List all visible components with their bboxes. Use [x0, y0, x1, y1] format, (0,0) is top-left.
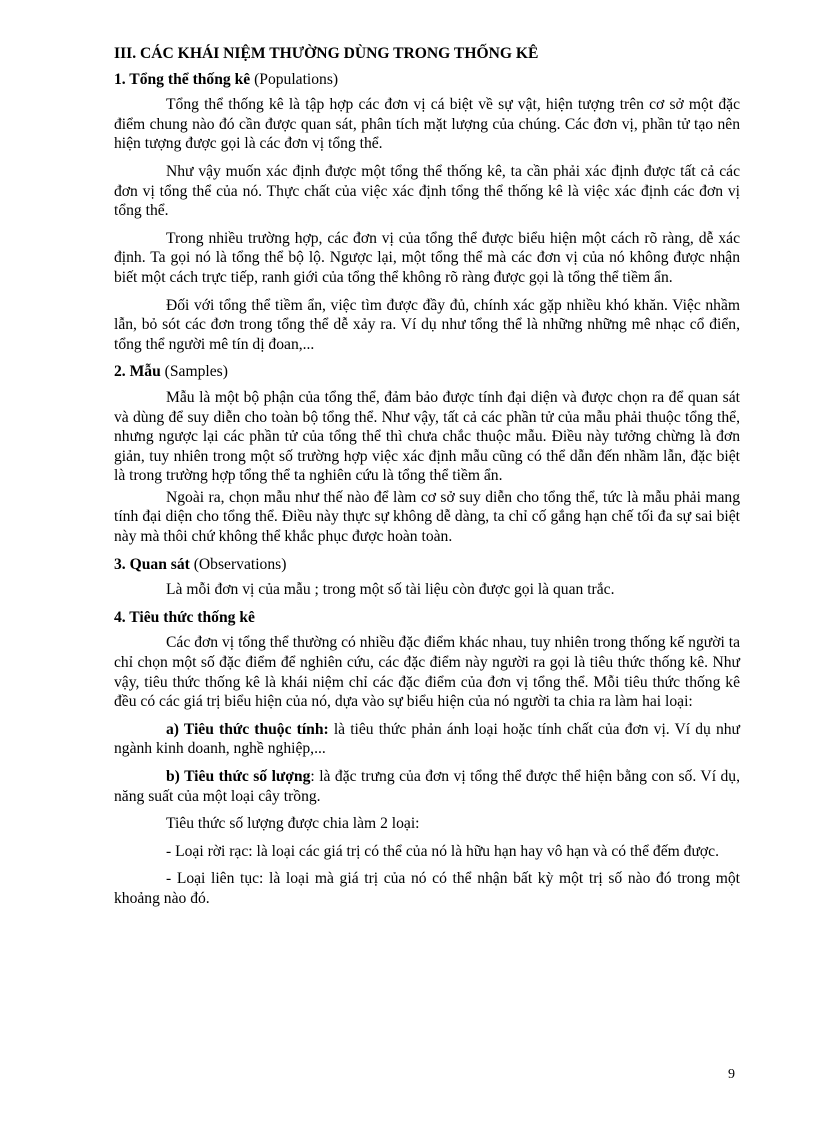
heading-samples-bold: 2. Mẫu [114, 363, 161, 381]
heading-statistical-criteria-bold: 4. Tiêu thức thống kê [114, 608, 255, 626]
heading-observations-bold: 3. Quan sát [114, 555, 190, 573]
heading-observations-rest: (Observations) [189, 555, 287, 573]
paragraph-attribute-criteria [114, 720, 740, 759]
section-title: III. CÁC KHÁI NIỆM THƯỜNG DÙNG TRONG THỐNG KÊ [114, 45, 539, 62]
heading-samples-rest: (Samples) [160, 363, 228, 381]
paragraph: Trong nhiều trường hợp, các đơn vị của tổng thể được biểu hiện một cách rõ ràng, dễ xác định. Ta gọi nó là tổng thể bộ lộ. Ngược lại, một tổng thể mà các đơn vị của nó không được nhận biết một cách trực tiếp, ranh giới của tổng thể không rõ ràng được gọi là tổng thể tiềm ẩn. [114, 229, 740, 286]
paragraph: Mẫu là một bộ phận của tổng thể, đảm bảo được tính đại diện và được chọn ra để quan sát và dùng để suy diễn cho toàn bộ tổng thể. Như vậy, tất cả các phần tử của mẫu phải thuộc tổng thể, nhưng ngược lại các phần tử của tổng thể thì chưa chắc thuộc mẫu. Điều này tưởng chừng là đơn giản, tuy nhiên trong một số trường hợp việc xác định mẫu cũng có thể dẫn đến nhầm lẫn, đặc biệt là trong trường hợp tổng thể ta nghiên cứu là tổng thể tiềm ẩn. [114, 388, 740, 485]
paragraph: Đối với tổng thể tiềm ẩn, việc tìm được đầy đủ, chính xác gặp nhiều khó khăn. Việc nhầm lẫn, bỏ sót các đơn trong tổng thể dễ xảy ra. Ví dụ như tổng thể là những những mê nhạc cổ điển, tổng thể người mê tín dị đoan,... [114, 296, 740, 353]
paragraph: - Loại liên tục: là loại mà giá trị của nó có thể nhận bất kỳ một trị số nào đó trong một khoảng nào đó. [114, 870, 740, 907]
document-page [114, 44, 740, 917]
heading-populations [114, 70, 740, 90]
heading-observations [114, 555, 740, 575]
heading-samples [114, 362, 740, 382]
paragraph: Tiêu thức số lượng được chia làm 2 loại: [166, 815, 420, 833]
attribute-criteria-label: a) Tiêu thức thuộc tính: [166, 720, 329, 738]
paragraph: Là mỗi đơn vị của mẫu ; trong một số tài liệu còn được gọi là quan trắc. [166, 581, 615, 599]
paragraph: Ngoài ra, chọn mẫu như thế nào để làm cơ sở suy diễn cho tổng thể, tức là mẫu phải mang tính đại diện cho tổng thể. Điều này thực sự không dễ dàng, ta chỉ cố gắng hạn chế tối đa sự sai biệt này mà thôi chứ không thể khắc phục được hoàn toàn. [114, 488, 740, 546]
heading-populations-rest: (Populations) [250, 70, 339, 88]
quantity-criteria-text: : là đặc trưng của đơn vị tổng thể được thể hiện bằng con số. Ví dụ, năng suất của một loại cây trồng. [114, 768, 740, 805]
paragraph: Tổng thể thống kê là tập hợp các đơn vị cá biệt về sự vật, hiện tượng trên cơ sở một đặc điểm chung nào đó cần được quan sát, phân tích mặt lượng của chúng. Các đơn vị, phần tử tạo nên hiện tượng được gọi là các đơn vị tổng thể. [114, 96, 740, 153]
attribute-criteria-text: là tiêu thức phản ánh loại hoặc tính chất của đơn vị. Ví dụ như ngành kinh doanh, nghề nghiệp,... [114, 720, 740, 758]
heading-statistical-criteria [114, 608, 740, 628]
quantity-criteria-label: b) Tiêu thức số lượng [166, 768, 311, 785]
heading-populations-bold: 1. Tổng thể thống kê [114, 70, 251, 88]
paragraph: - Loại rời rạc: là loại các giá trị có thể của nó là hữu hạn hay vô hạn và có thể đếm được. [166, 842, 719, 860]
paragraph: Các đơn vị tổng thể thường có nhiều đặc điểm khác nhau, tuy nhiên trong thống kế người ta chỉ chọn một số đặc điểm để nghiên cứu, các đặc điểm này người ra gọi là tiêu thức thống kê. Như vậy, tiêu thức thống kê là khái niệm chỉ các đặc điểm của đơn vị tổng thể. Mỗi tiêu thức thống kê đều có các giá trị biểu hiện của nó, dựa vào sự biểu hiện của nó người ta chia ra làm hai loại: [114, 634, 740, 711]
paragraph: Như vậy muốn xác định được một tổng thể thống kê, ta cần phải xác định được tất cả các đơn vị tổng thể của nó. Thực chất của việc xác định tổng thể thống kê là việc xác định các đơn vị tổng thể. [114, 162, 740, 220]
paragraph-quantity-criteria [114, 767, 740, 806]
page-number: 9 [728, 1067, 735, 1082]
